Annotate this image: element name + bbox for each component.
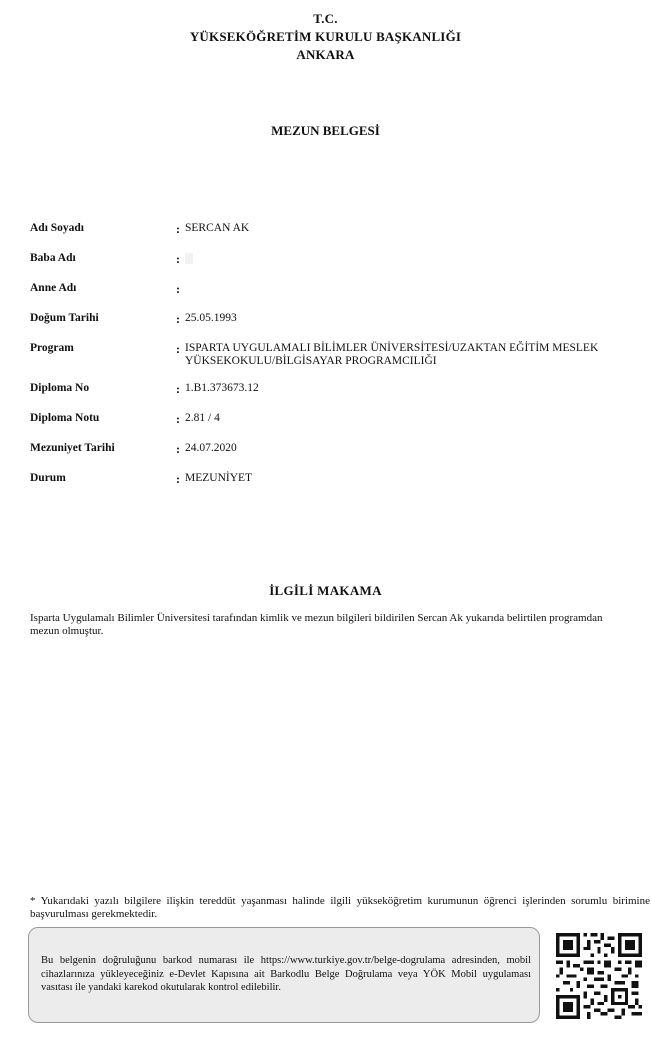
field-label: Baba Adı — [30, 252, 76, 264]
document-header — [0, 10, 651, 64]
field-colon: : — [176, 412, 180, 426]
verification-text: Bu belgenin doğruluğunu barkod numarası ile https://www.turkiye.gov.tr/belge-dogrulama adresinden, mobil cihazlarınıza yükleyeceğiniz e-Devlet Kapısına ait Barkodlu Belge Doğrulama veya YÖK Mobil uygulaması vasıtası ile yandaki karekod okutularak kontrol edilebilir. — [41, 955, 531, 993]
field-value: 2.81 / 4 — [185, 412, 220, 424]
verification-box — [28, 927, 540, 1023]
field-row-father-name — [30, 252, 630, 282]
graduate-info-fields — [30, 222, 630, 502]
field-colon: : — [176, 252, 180, 266]
field-row-diploma-no — [30, 382, 630, 412]
redaction-mark — [185, 253, 193, 264]
field-row-graduation-date — [30, 442, 630, 472]
field-value: SERCAN AK — [185, 222, 250, 234]
field-value: MEZUNİYET — [185, 472, 253, 484]
field-colon: : — [176, 382, 180, 396]
field-label: Doğum Tarihi — [30, 312, 99, 324]
field-label: Program — [30, 342, 74, 354]
field-label: Durum — [30, 472, 66, 484]
document-title: MEZUN BELGESİ — [271, 123, 380, 138]
field-value: ISPARTA UYGULAMALI BİLİMLER ÜNİVERSİTESİ/UZAKTAN EĞİTİM MESLEK YÜKSEKOKULU/BİLGİSAYAR PROGRAMCILIĞI — [185, 342, 599, 367]
field-colon: : — [176, 472, 180, 486]
section-title: İLGİLİ MAKAMA — [269, 583, 382, 598]
field-colon: : — [176, 342, 180, 356]
field-label: Mezuniyet Tarihi — [30, 442, 115, 454]
field-label: Diploma Notu — [30, 412, 100, 424]
field-label: Adı Soyadı — [30, 222, 85, 234]
field-value-redacted — [185, 252, 645, 265]
field-value: 1.B1.373673.12 — [185, 382, 259, 394]
field-row-mother-name — [30, 282, 630, 312]
field-value: 24.07.2020 — [185, 442, 237, 454]
field-row-diploma-grade — [30, 412, 630, 442]
field-colon: : — [176, 282, 180, 296]
field-label: Diploma No — [30, 382, 90, 394]
field-row-program — [30, 342, 630, 382]
field-label: Anne Adı — [30, 282, 77, 294]
header-line-tc: T.C. — [313, 11, 338, 26]
field-colon: : — [176, 222, 180, 236]
field-row-name — [30, 222, 630, 252]
footnote-text: * Yukarıdaki yazılı bilgilere ilişkin tereddüt yaşanması halinde ilgili yükseköğretim kurumunun öğrenci işlerinden sorumlu birimine başvurulması gerekmektedir. — [30, 895, 650, 920]
field-colon: : — [176, 442, 180, 456]
field-row-birth-date — [30, 312, 630, 342]
qr-code-icon[interactable] — [556, 933, 642, 1019]
field-row-status — [30, 472, 630, 502]
field-value: 25.05.1993 — [185, 312, 237, 324]
statement-text: Isparta Uygulamalı Bilimler Üniversitesi tarafından kimlik ve mezun bilgileri bildirilen Sercan Ak yukarıda belirtilen programdan mezun olmuştur. — [30, 612, 603, 637]
field-colon: : — [176, 312, 180, 326]
header-line-city: ANKARA — [296, 47, 355, 62]
header-line-institution: YÜKSEKÖĞRETİM KURULU BAŞKANLIĞI — [189, 29, 462, 44]
